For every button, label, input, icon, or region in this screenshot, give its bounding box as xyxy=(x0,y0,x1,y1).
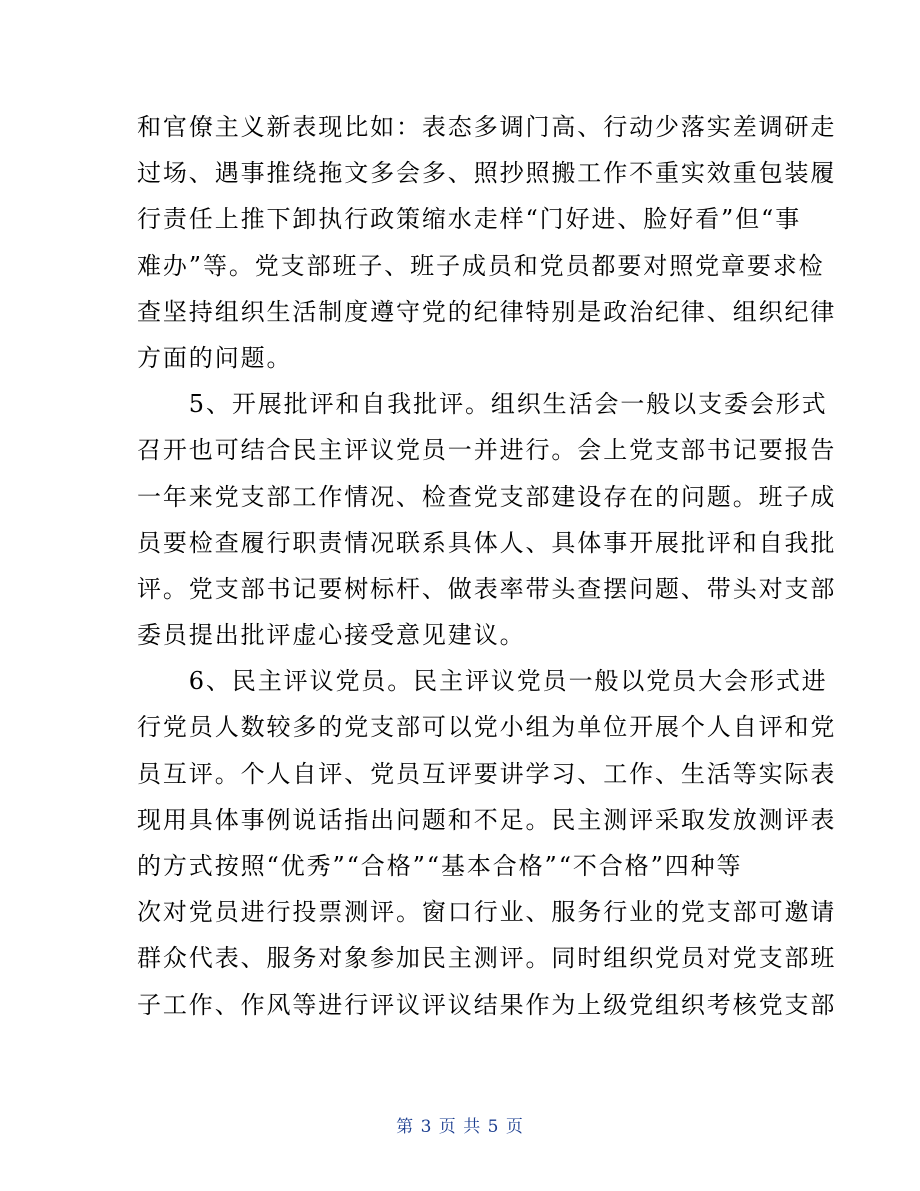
text-line: 行责任上推下卸执行政策缩水走样“门好进、脸好看”但“事 xyxy=(137,205,802,234)
text-line: 难办”等。党支部班子、班子成员和党员都要对照党章要求检 xyxy=(137,251,825,280)
text-line: 和官僚主义新表现比如：表态多调门高、行动少落实差调研走 xyxy=(137,113,837,141)
paragraph-start-line: 5、开展批评和自我批评。组织生活会一般以支委会形式 xyxy=(137,390,828,419)
text-line: 一年来党支部工作情况、检查党支部建设存在的问题。班子成 xyxy=(137,482,837,511)
text-line: 召开也可结合民主评议党员一并进行。会上党支部书记要报告 xyxy=(137,436,837,465)
text-line: 员要检查履行职责情况联系具体人、具体事开展批评和自我批 xyxy=(137,528,837,557)
text-line: 子工作、作风等进行评议评议结果作为上级党组织考核党支部 xyxy=(137,990,837,1019)
text-line: 现用具体事例说话指出问题和不足。民主测评采取发放测评表 xyxy=(137,805,837,834)
text-line: 过场、遇事推绕拖文多会多、照抄照搬工作不重实效重包装履 xyxy=(137,159,837,188)
text-line: 员互评。个人自评、党员互评要讲学习、工作、生活等实际表 xyxy=(137,759,837,788)
text-line: 次对党员进行投票测评。窗口行业、服务行业的党支部可邀请 xyxy=(137,898,837,927)
body-text xyxy=(137,104,837,1028)
text-line: 评。党支部书记要树标杆、做表率带头查摆问题、带头对支部 xyxy=(137,574,837,603)
text-line: 群众代表、服务对象参加民主测评。同时组织党员对党支部班 xyxy=(137,944,837,973)
text-line: 的方式按照“优秀”“合格”“基本合格”“不合格”四种等 xyxy=(137,852,743,880)
text-line: 查坚持组织生活制度遵守党的纪律特别是政治纪律、组织纪律 xyxy=(137,297,837,326)
page-number-footer: 第 3 页 共 5 页 xyxy=(396,1117,524,1137)
text-line: 委员提出批评虚心接受意见建议。 xyxy=(137,621,526,650)
text-line: 方面的问题。 xyxy=(137,343,293,372)
paragraph-start-line: 6、民主评议党员。民主评议党员一般以党员大会形式进 xyxy=(137,667,828,696)
text-line: 行党员人数较多的党支部可以党小组为单位开展个人自评和党 xyxy=(137,713,837,742)
